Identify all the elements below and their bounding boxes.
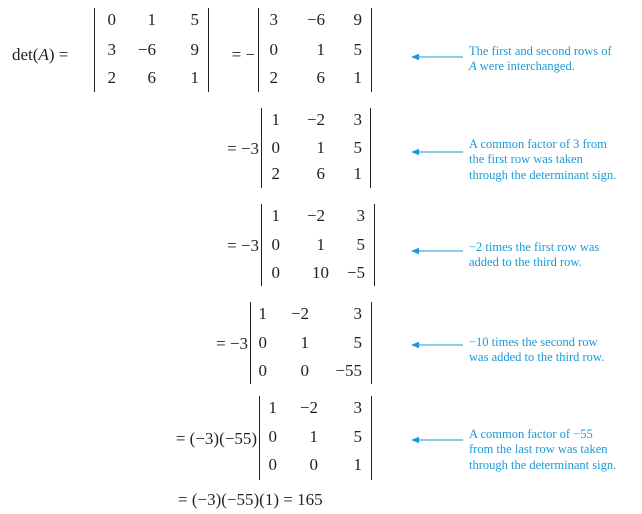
matrix-cell: 5 <box>356 235 365 254</box>
matrix-cell: 0 <box>268 455 277 474</box>
matrix-cell: 2 <box>107 68 116 87</box>
matrix-cell: 6 <box>316 68 325 87</box>
matrix-row <box>260 453 371 477</box>
matrix-cell: 1 <box>258 304 267 323</box>
matrix-cell: 3 <box>107 40 116 59</box>
matrix-row <box>95 66 208 90</box>
matrix-cell: 6 <box>316 164 325 183</box>
step-1-operator: = − <box>231 45 255 64</box>
matrix-cell: −55 <box>335 361 362 380</box>
matrix-cell: 1 <box>190 68 199 87</box>
step-2-prefix: = −3 <box>227 139 259 158</box>
matrix-cell: 1 <box>147 10 156 29</box>
annotation-arrow-icon <box>411 148 463 156</box>
matrix-cell: 0 <box>271 138 280 157</box>
matrix-row <box>262 261 374 285</box>
matrix-cell: 1 <box>353 455 362 474</box>
matrix-row <box>259 66 371 90</box>
matrix-cell: −2 <box>290 304 309 323</box>
matrix-cell: 1 <box>353 68 362 87</box>
matrix-cell: 6 <box>147 68 156 87</box>
matrix-cell: 1 <box>316 40 325 59</box>
note-line <box>469 59 639 74</box>
matrix-cell: 0 <box>269 40 278 59</box>
step-4-annotation <box>469 335 639 366</box>
det-arg: A <box>38 45 49 64</box>
matrix-step-5 <box>259 396 372 480</box>
step-5-prefix: = (−3)(−55) <box>175 429 257 448</box>
matrix-cell: 0 <box>107 10 116 29</box>
step-3-annotation <box>469 240 639 271</box>
matrix-cell: −2 <box>299 398 318 417</box>
matrix-row <box>262 108 370 132</box>
matrix-cell: 1 <box>316 138 325 157</box>
matrix-b <box>258 8 372 92</box>
matrix-row <box>95 8 208 32</box>
matrix-cell: 2 <box>271 164 280 183</box>
matrix-cell: 10 <box>312 263 329 282</box>
step-3-prefix: = −3 <box>227 236 259 255</box>
matrix-row <box>262 204 374 228</box>
annotation-arrow-icon <box>411 247 463 255</box>
step-5-annotation <box>469 427 639 473</box>
step-2-annotation <box>469 137 639 183</box>
matrix-cell: 5 <box>190 10 199 29</box>
matrix-cell: 9 <box>353 10 362 29</box>
matrix-row <box>251 302 371 326</box>
matrix-row <box>259 8 371 32</box>
lhs-equals: = <box>58 45 69 64</box>
matrix-row <box>262 162 370 186</box>
matrix-step-2 <box>261 108 371 188</box>
matrix-cell: 1 <box>353 164 362 183</box>
matrix-row <box>260 396 371 420</box>
note-line: −10 times the second row <box>469 335 598 349</box>
matrix-cell: 9 <box>190 40 199 59</box>
matrix-cell: 5 <box>353 40 362 59</box>
step-4-prefix: = −3 <box>216 334 248 353</box>
matrix-row <box>251 331 371 355</box>
matrix-row <box>259 38 371 62</box>
matrix-cell: 1 <box>268 398 277 417</box>
matrix-cell: 0 <box>258 361 267 380</box>
matrix-step-3 <box>261 204 375 286</box>
matrix-a <box>94 8 209 92</box>
matrix-cell: 3 <box>353 398 362 417</box>
matrix-row <box>262 136 370 160</box>
matrix-cell: 2 <box>269 68 278 87</box>
matrix-step-4 <box>250 302 372 384</box>
note-line: through the determinant sign. <box>469 167 617 182</box>
matrix-cell: 3 <box>353 304 362 323</box>
annotation-arrow-icon <box>411 341 463 349</box>
note-line: −2 times the first row was <box>469 240 600 254</box>
matrix-cell: 0 <box>271 263 280 282</box>
matrix-cell: 3 <box>353 110 362 129</box>
matrix-cell: 1 <box>316 235 325 254</box>
note-line: added to the third row. <box>469 255 582 270</box>
note-matrix-symbol: A <box>469 59 477 74</box>
matrix-cell: 0 <box>271 235 280 254</box>
lhs-expression: det(A) = <box>12 45 69 64</box>
matrix-cell: 0 <box>258 333 267 352</box>
matrix-cell: −2 <box>306 206 325 225</box>
matrix-row <box>251 359 371 383</box>
note-line: was added to the third row. <box>469 350 605 365</box>
note-line: from the last row was taken <box>469 442 608 457</box>
matrix-cell: 1 <box>271 110 280 129</box>
matrix-cell: 1 <box>271 206 280 225</box>
matrix-cell: 0 <box>300 361 309 380</box>
matrix-cell: 1 <box>300 333 309 352</box>
annotation-arrow-icon <box>411 53 463 61</box>
matrix-cell: 0 <box>309 455 318 474</box>
step-1-annotation <box>469 44 639 75</box>
note-line: The first and second rows of <box>469 44 612 58</box>
final-result: = (−3)(−55)(1) = 165 <box>178 490 323 509</box>
matrix-cell: 0 <box>268 427 277 446</box>
matrix-cell: −5 <box>346 263 365 282</box>
matrix-cell: −6 <box>306 10 325 29</box>
matrix-cell: 1 <box>309 427 318 446</box>
note-line: through the determinant sign. <box>469 457 617 472</box>
matrix-cell: 5 <box>353 427 362 446</box>
matrix-cell: 5 <box>353 138 362 157</box>
matrix-cell: −2 <box>306 110 325 129</box>
note-line: A common factor of −55 <box>469 427 593 441</box>
matrix-cell: −6 <box>137 40 156 59</box>
annotation-arrow-icon <box>411 436 463 444</box>
matrix-cell: 3 <box>356 206 365 225</box>
matrix-row <box>95 38 208 62</box>
note-line-rest: were interchanged. <box>476 59 575 74</box>
matrix-cell: 3 <box>269 10 278 29</box>
det-func: det <box>12 45 33 64</box>
matrix-row <box>260 425 371 449</box>
note-line: the first row was taken <box>469 152 583 167</box>
note-line: A common factor of 3 from <box>469 137 607 151</box>
matrix-row <box>262 233 374 257</box>
matrix-cell: 5 <box>353 333 362 352</box>
